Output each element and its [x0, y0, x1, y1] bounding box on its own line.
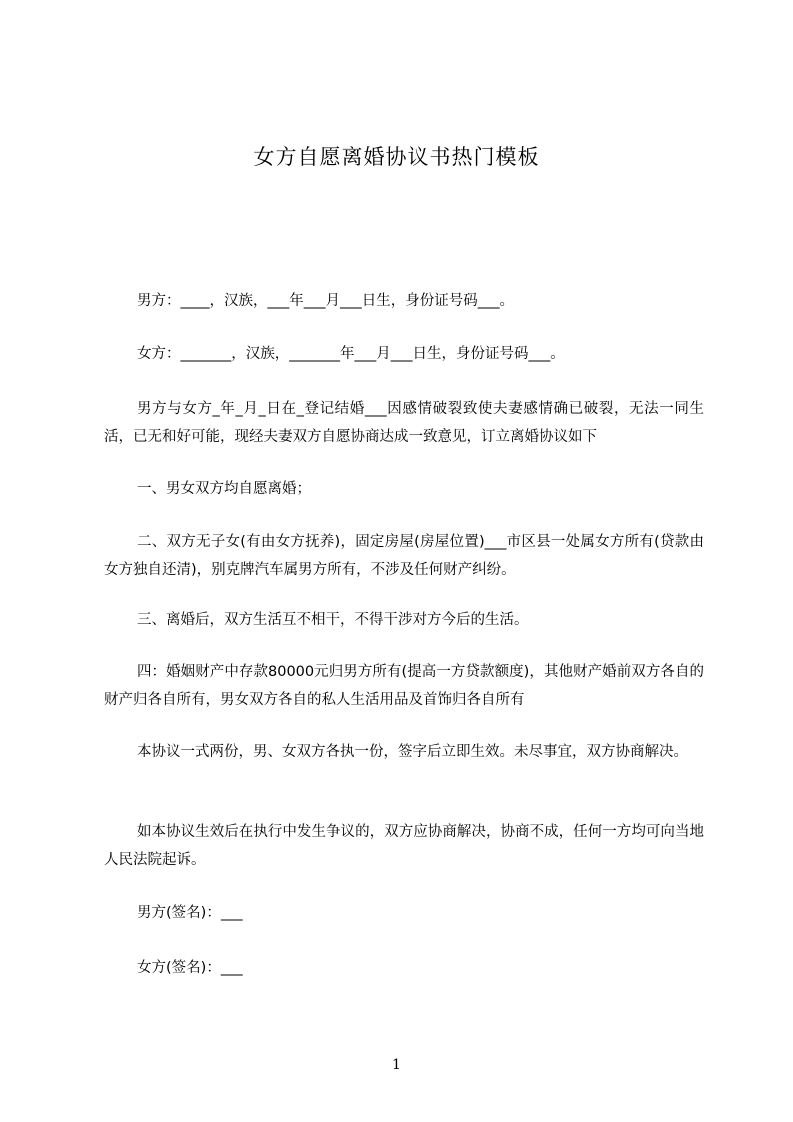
male-signature-line: 男方(签名)：___: [137, 905, 243, 921]
copies-clause: 本协议一式两份，男、女双方各执一份，签字后立即生效。未尽事宜，双方协商解决。: [137, 744, 688, 760]
female-signature-line: 女方(签名)：___: [137, 960, 243, 976]
male-party-info: 男方：____，汉族，___年___月___日生，身份证号码___。: [137, 293, 514, 309]
page-number: 1: [392, 1057, 401, 1073]
document-title: 女方自愿离婚协议书热门模板: [253, 145, 540, 169]
clause-4: 四：婚姻财产中存款80000元归男方所有(提高一方贷款额度)，其他财产婚前双方各自的财产归各自所有，男女双方各自的私人生活用品及首饰归各自所有: [104, 664, 704, 708]
dispute-clause: 如本协议生效后在执行中发生争议的，双方应协商解决，协商不成，任何一方均可向当地人民法院起诉。: [104, 824, 704, 868]
clause-1: 一、男女双方均自愿离婚；: [137, 481, 311, 497]
female-party-info: 女方：_______，汉族，_______年___月___日生，身份证号码___。: [137, 346, 565, 362]
agreement-preamble: 男方与女方_年_月_日在_登记结婚___因感情破裂致使夫妻感情确已破裂，无法一同生活，已无和好可能，现经夫妻双方自愿协商达成一致意见，订立离婚协议如下: [104, 401, 704, 445]
clause-2: 二、双方无子女(有由女方抚养)，固定房屋(房屋位置)___市区县一处属女方所有(贷款由女方独自还清)，别克牌汽车属男方所有，不涉及任何财产纠纷。: [104, 534, 704, 578]
clause-3: 三、离婚后，双方生活互不相干，不得干涉对方今后的生活。: [137, 612, 529, 628]
